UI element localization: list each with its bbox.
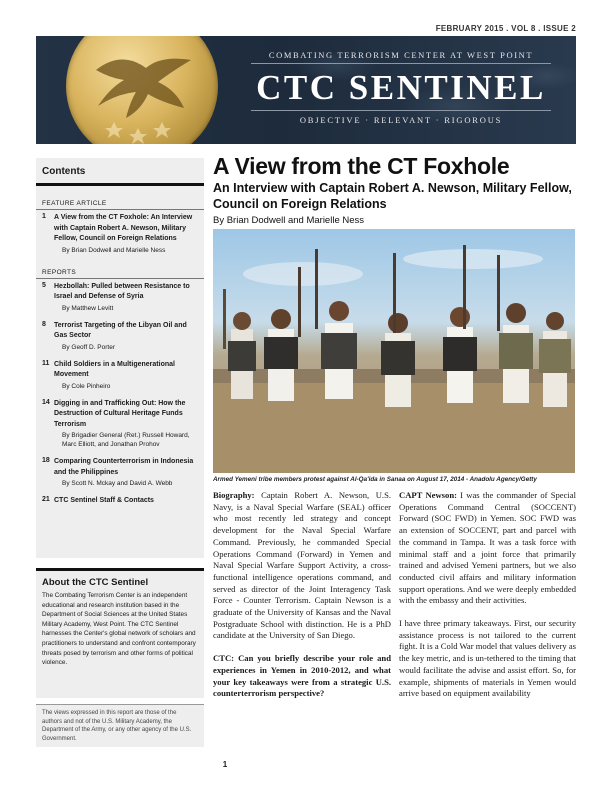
toc-page-number: 5 xyxy=(42,281,46,289)
toc-item[interactable] xyxy=(36,321,204,352)
masthead xyxy=(36,36,576,144)
toc-author: By Brigadier General (Ret.) Russell Howard, Marc Elliott, and Jonathan Prohov xyxy=(62,432,190,448)
article-photo xyxy=(213,229,575,473)
disclaimer: The views expressed in this report are those of the authors and not of the U.S. Military Academy, the Department of the Army, or any other agency of the U.S. Government. xyxy=(36,704,204,747)
eagle-seal-icon xyxy=(66,36,218,144)
article-paragraph xyxy=(213,490,391,642)
paragraph-text: I was the commander of Special Operations Command Central (SOCCENT) Forward (SOC FWD) in Yemen. SOC FWD was an extension of SOCCENT, part and parcel with the command in Tampa. It was a task force with minimal staff and a joint force that primarily trained and advised Yemeni partners, but we also conducted civil affairs and military information support operations. And we were deeply embedded with the embassy and their activities. xyxy=(399,490,576,606)
about-heading: About the CTC Sentinel xyxy=(36,568,204,591)
sidebar xyxy=(36,158,204,758)
toc-author: By Matthew Levitt xyxy=(62,304,114,312)
toc-title: Comparing Counterterrorism in Indonesia and the Philippines xyxy=(54,458,194,476)
feature-article-label: FEATURE ARTICLE xyxy=(36,200,204,210)
toc-title: A View from the CT Foxhole: An Interview with Captain Robert A. Newson, Military Fellow, Council on Foreign Relations xyxy=(54,214,193,242)
toc-author: By Cole Pinheiro xyxy=(62,382,111,390)
article-byline: By Brian Dodwell and Marielle Ness xyxy=(213,215,365,226)
photo-caption: Armed Yemeni tribe members protest against Al-Qa'ida in Sanaa on August 17, 2014 - Anadolu Agency/Getty xyxy=(213,476,537,483)
article-header xyxy=(213,152,576,226)
toc-page-number: 11 xyxy=(42,359,50,367)
paragraph-lead: Biography: xyxy=(213,490,255,500)
paragraph-text: I have three primary takeaways. First, our security assistance process is not tailored to the current fight. It is a Cold War model that values delivery as the key metric, and is un-tethered to the timing that would facilitate the advise and assist effort. So, for example, shipments of materials in Yemen would arrive based on equipment availability xyxy=(399,618,576,699)
masthead-rule-bottom xyxy=(251,110,551,111)
article-column-2 xyxy=(399,490,576,711)
toc-page-number: 8 xyxy=(42,320,46,328)
paragraph-lead: CTC: Can you briefly describe your role and experiences in Yemen in 2010-2012, and what your key takeaways were from a strategic U.S. counterterrorism perspective? xyxy=(213,653,391,699)
feature-list xyxy=(36,213,204,255)
masthead-tagline: OBJECTIVE · RELEVANT · RIGOROUS xyxy=(299,115,503,125)
toc-item[interactable] xyxy=(36,282,204,313)
article-headline: A View from the CT Foxhole xyxy=(213,153,510,179)
toc-page-number: 21 xyxy=(42,496,50,503)
masthead-rule-top xyxy=(251,63,551,64)
masthead-org-line: COMBATING TERRORISM CENTER AT WEST POINT xyxy=(268,50,534,60)
page-number: 1 xyxy=(222,760,228,769)
toc-item[interactable] xyxy=(36,399,204,450)
toc-page-number: 1 xyxy=(42,213,46,220)
toc-author: By Scott N. Mckay and David A. Webb xyxy=(62,480,173,487)
article-paragraph xyxy=(213,653,391,700)
article-paragraph xyxy=(399,490,576,607)
toc-title: Hezbollah: Pulled between Resistance to Israel and Defense of Syria xyxy=(54,282,190,300)
issue-line: FEBRUARY 2015 . VOL 8 . ISSUE 2 xyxy=(435,24,576,33)
toc-author: By Brian Dodwell and Marielle Ness xyxy=(62,246,166,254)
toc-item[interactable] xyxy=(36,457,204,488)
toc-item[interactable] xyxy=(36,360,204,391)
toc-page-number: 14 xyxy=(42,398,50,406)
reports-label: REPORTS xyxy=(36,269,204,279)
paragraph-lead: CAPT Newson: xyxy=(399,490,457,500)
toc-item[interactable] xyxy=(36,496,204,507)
toc-page-number: 18 xyxy=(42,457,50,464)
article-column-1 xyxy=(213,490,391,711)
paragraph-text: Captain Robert A. Newson, U.S. Navy, is a Naval Special Warfare (SEAL) officer who most recently led strategy and concept development for the Naval Special Warfare Command. Previously, he commanded Special Operations Command (Forward) in Yemen and Naval Special Warfare Support Activity, a cross-functional intelligence operations command, and served as director of the Joint Interagency Task Force - Counter Terrorism. Captain Newson is a graduate of the University of Kansas and the Naval Postgraduate School with distinction. He is a PhD candidate at the University of San Diego. xyxy=(213,490,391,641)
contents-heading: Contents xyxy=(36,158,204,186)
toc-author: By Geoff D. Porter xyxy=(62,343,115,351)
article-subhead: An Interview with Captain Robert A. Newson, Military Fellow, Council on Foreign Relations xyxy=(213,181,572,211)
toc-title: Child Soldiers in a Multigenerational Movement xyxy=(54,360,175,378)
toc-title: Terrorist Targeting of the Libyan Oil and Gas Sector xyxy=(54,321,187,339)
toc-title: Digging in and Trafficking Out: How the Destruction of Cultural Heritage Funds Terrorism xyxy=(54,399,186,428)
toc-item[interactable] xyxy=(36,213,204,255)
reports-list xyxy=(36,282,204,507)
about-box xyxy=(36,568,204,698)
masthead-title: CTC SENTINEL xyxy=(256,68,546,107)
toc-title: CTC Sentinel Staff & Contacts xyxy=(54,497,154,504)
contents-box xyxy=(36,158,204,558)
article-paragraph xyxy=(399,618,576,700)
about-text: The Combating Terrorism Center is an independent educational and research institution based in the Department of Social Sciences at the United States Military Academy, West Point. The CTC Sentinel harnesses the Center's global network of scholars and practitioners to understand and confront contemporary threats posed by terrorism and other forms of political violence. xyxy=(42,592,196,667)
